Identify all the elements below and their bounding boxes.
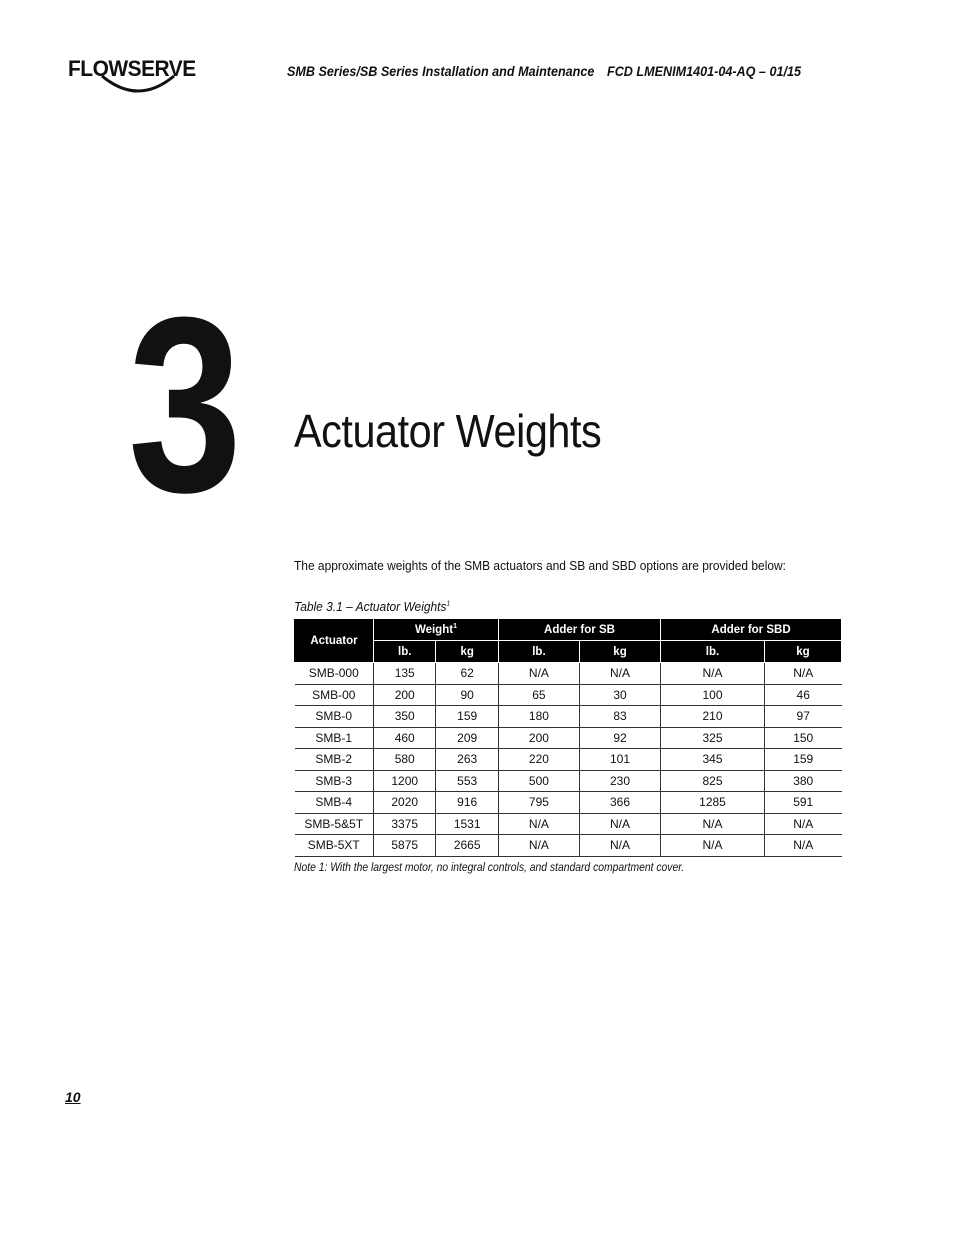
unit-header: kg: [764, 641, 841, 663]
actuator-model-cell: SMB-5XT: [295, 835, 374, 857]
table-cell: 90: [436, 684, 498, 706]
table-cell: 795: [498, 792, 579, 814]
table-cell: N/A: [579, 663, 660, 685]
page-number: 10: [65, 1089, 81, 1105]
document-header: [287, 63, 801, 79]
table-cell: 591: [764, 792, 841, 814]
table-cell: 101: [579, 749, 660, 771]
flowserve-logo: [68, 50, 208, 98]
actuator-model-cell: SMB-4: [295, 792, 374, 814]
table-cell: 92: [579, 727, 660, 749]
table-cell: 62: [436, 663, 498, 685]
weight-group-header: [374, 619, 499, 641]
table-cell: 916: [436, 792, 498, 814]
table-cell: 2020: [374, 792, 436, 814]
table-cell: 159: [764, 749, 841, 771]
table-cell: 3375: [374, 813, 436, 835]
table-cell: 5875: [374, 835, 436, 857]
table-cell: 263: [436, 749, 498, 771]
table-cell: 83: [579, 706, 660, 728]
table-row: [295, 749, 842, 771]
actuator-model-cell: SMB-2: [295, 749, 374, 771]
actuator-model-cell: SMB-00: [295, 684, 374, 706]
sbd-adder-group-header: [661, 619, 842, 641]
table-cell: 2665: [436, 835, 498, 857]
table-cell: 30: [579, 684, 660, 706]
logo-text: FLOWSERVE: [68, 56, 196, 81]
unit-header: lb.: [498, 641, 579, 663]
actuator-column-header: Actuator: [295, 619, 374, 663]
table-row: [295, 727, 842, 749]
table-cell: 65: [498, 684, 579, 706]
table-cell: 159: [436, 706, 498, 728]
table-row: [295, 663, 842, 685]
unit-header: kg: [436, 641, 498, 663]
table-cell: 460: [374, 727, 436, 749]
table-body: [295, 663, 842, 857]
table-row: [295, 792, 842, 814]
table-cell: 500: [498, 770, 579, 792]
table-cell: 366: [579, 792, 660, 814]
table-note: Note 1: With the largest motor, no integral controls, and standard compartment cover.: [294, 862, 685, 874]
table-cell: 580: [374, 749, 436, 771]
table-cell: 97: [764, 706, 841, 728]
table-cell: N/A: [661, 835, 765, 857]
actuator-model-cell: SMB-1: [295, 727, 374, 749]
table-cell: 230: [579, 770, 660, 792]
table-cell: 180: [498, 706, 579, 728]
table-cell: N/A: [498, 663, 579, 685]
table-cell: 345: [661, 749, 765, 771]
table-cell: 380: [764, 770, 841, 792]
caption-footnote-mark: 1: [446, 600, 451, 608]
chapter-title: Actuator Weights: [294, 405, 602, 457]
table-cell: N/A: [764, 813, 841, 835]
table-row: [295, 684, 842, 706]
table-cell: N/A: [579, 813, 660, 835]
table-cell: N/A: [764, 663, 841, 685]
header-doc-code: FCD LMENIM1401-04-AQ – 01/15: [607, 63, 801, 79]
header-title: SMB Series/SB Series Installation and Maintenance: [287, 63, 595, 79]
table-cell: 325: [661, 727, 765, 749]
actuator-model-cell: SMB-0: [295, 706, 374, 728]
caption-text: Table 3.1 – Actuator Weights: [294, 599, 447, 614]
unit-header: lb.: [661, 641, 765, 663]
table-cell: N/A: [661, 813, 765, 835]
table-caption: [294, 599, 450, 614]
sb-adder-group-header: [498, 619, 660, 641]
actuator-weights-table: [294, 618, 842, 857]
table-cell: 135: [374, 663, 436, 685]
table-cell: N/A: [661, 663, 765, 685]
table-cell: N/A: [764, 835, 841, 857]
unit-header: lb.: [374, 641, 436, 663]
table-cell: 100: [661, 684, 765, 706]
table-row: [295, 813, 842, 835]
table-row: [295, 706, 842, 728]
logo-swoosh-icon: [98, 72, 178, 96]
table-cell: 200: [374, 684, 436, 706]
table-cell: 209: [436, 727, 498, 749]
chapter-number: 3: [128, 265, 239, 544]
group-footnote-mark: 1: [453, 623, 457, 631]
table-cell: N/A: [498, 835, 579, 857]
table-cell: 1285: [661, 792, 765, 814]
actuator-model-cell: SMB-5&5T: [295, 813, 374, 835]
table-cell: 1531: [436, 813, 498, 835]
table-cell: N/A: [579, 835, 660, 857]
group-label: Adder for SBD: [711, 623, 791, 636]
actuator-model-cell: SMB-3: [295, 770, 374, 792]
table-cell: 825: [661, 770, 765, 792]
unit-header: kg: [579, 641, 660, 663]
table-cell: 46: [764, 684, 841, 706]
table-cell: N/A: [498, 813, 579, 835]
group-label: Adder for SB: [544, 623, 615, 636]
table-cell: 553: [436, 770, 498, 792]
table-cell: 350: [374, 706, 436, 728]
table-cell: 150: [764, 727, 841, 749]
table-cell: 210: [661, 706, 765, 728]
table-row: [295, 770, 842, 792]
group-label: Weight: [414, 623, 454, 636]
table-cell: 1200: [374, 770, 436, 792]
table-row: [295, 835, 842, 857]
table-cell: 200: [498, 727, 579, 749]
intro-paragraph: The approximate weights of the SMB actuators and SB and SBD options are provided below:: [294, 558, 786, 573]
actuator-model-cell: SMB-000: [295, 663, 374, 685]
table-cell: 220: [498, 749, 579, 771]
